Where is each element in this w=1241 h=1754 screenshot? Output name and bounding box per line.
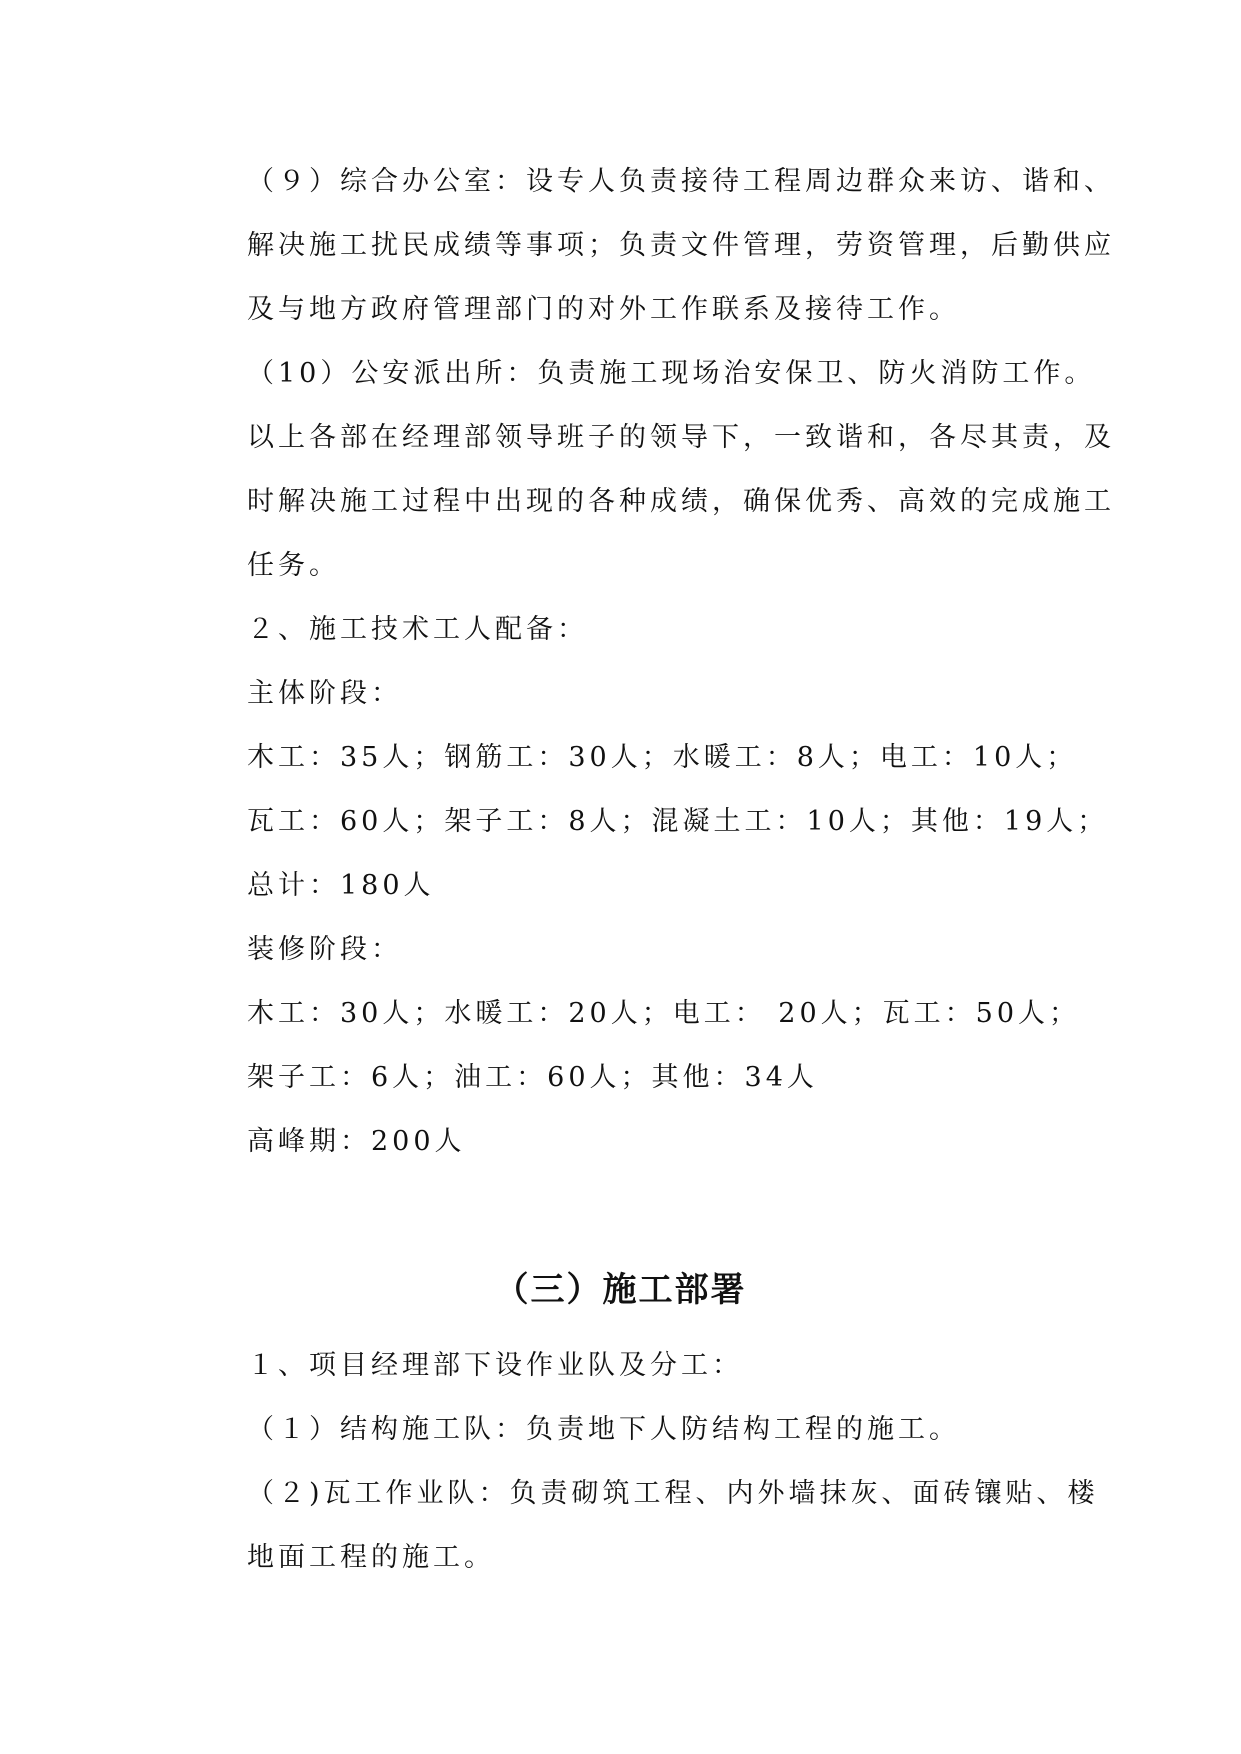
- text-line: 木工：30人；水暖工：20人；电工： 20人；瓦工：50人；: [247, 998, 1081, 1029]
- text-line: （１）结构施工队：负责地下人防结构工程的施工。: [247, 1414, 960, 1445]
- text-line: （２)瓦工作业队：负责砌筑工程、内外墙抹灰、面砖镶贴、楼: [247, 1478, 1099, 1509]
- text-line: 装修阶段：: [247, 934, 402, 965]
- text-line: 瓦工：60人；架子工：8人；混凝土工：10人；其他：19人；: [247, 806, 1109, 837]
- text-line: （10）公安派出所：负责施工现场治安保卫、防火消防工作。: [247, 358, 1096, 389]
- text-line: 解决施工扰民成绩等事项；负责文件管理，劳资管理，后勤供应: [247, 230, 1115, 261]
- text-line: １、项目经理部下设作业队及分工：: [247, 1350, 743, 1381]
- text-line: 架子工：6人；油工：60人；其他：34人: [247, 1062, 818, 1093]
- text-line: 高峰期：200人: [247, 1126, 466, 1157]
- text-line: 木工：35人；钢筋工：30人；水暖工：8人；电工：10人；: [247, 742, 1078, 773]
- text-line: 及与地方政府管理部门的对外工作联系及接待工作。: [247, 294, 960, 325]
- text-line: 时解决施工过程中出现的各种成绩，确保优秀、高效的完成施工: [247, 486, 1115, 517]
- text-line: 总计：180人: [247, 870, 435, 901]
- section-heading: （三）施工部署: [494, 1270, 747, 1310]
- text-line: （９）综合办公室：设专人负责接待工程周边群众来访、谐和、: [247, 166, 1115, 197]
- text-line: ２、施工技术工人配备：: [247, 614, 588, 645]
- text-line: 地面工程的施工。: [247, 1542, 495, 1573]
- text-line: 以上各部在经理部领导班子的领导下，一致谐和，各尽其责，及: [247, 422, 1115, 453]
- text-line: 任务。: [247, 550, 340, 581]
- text-line: 主体阶段：: [247, 678, 402, 709]
